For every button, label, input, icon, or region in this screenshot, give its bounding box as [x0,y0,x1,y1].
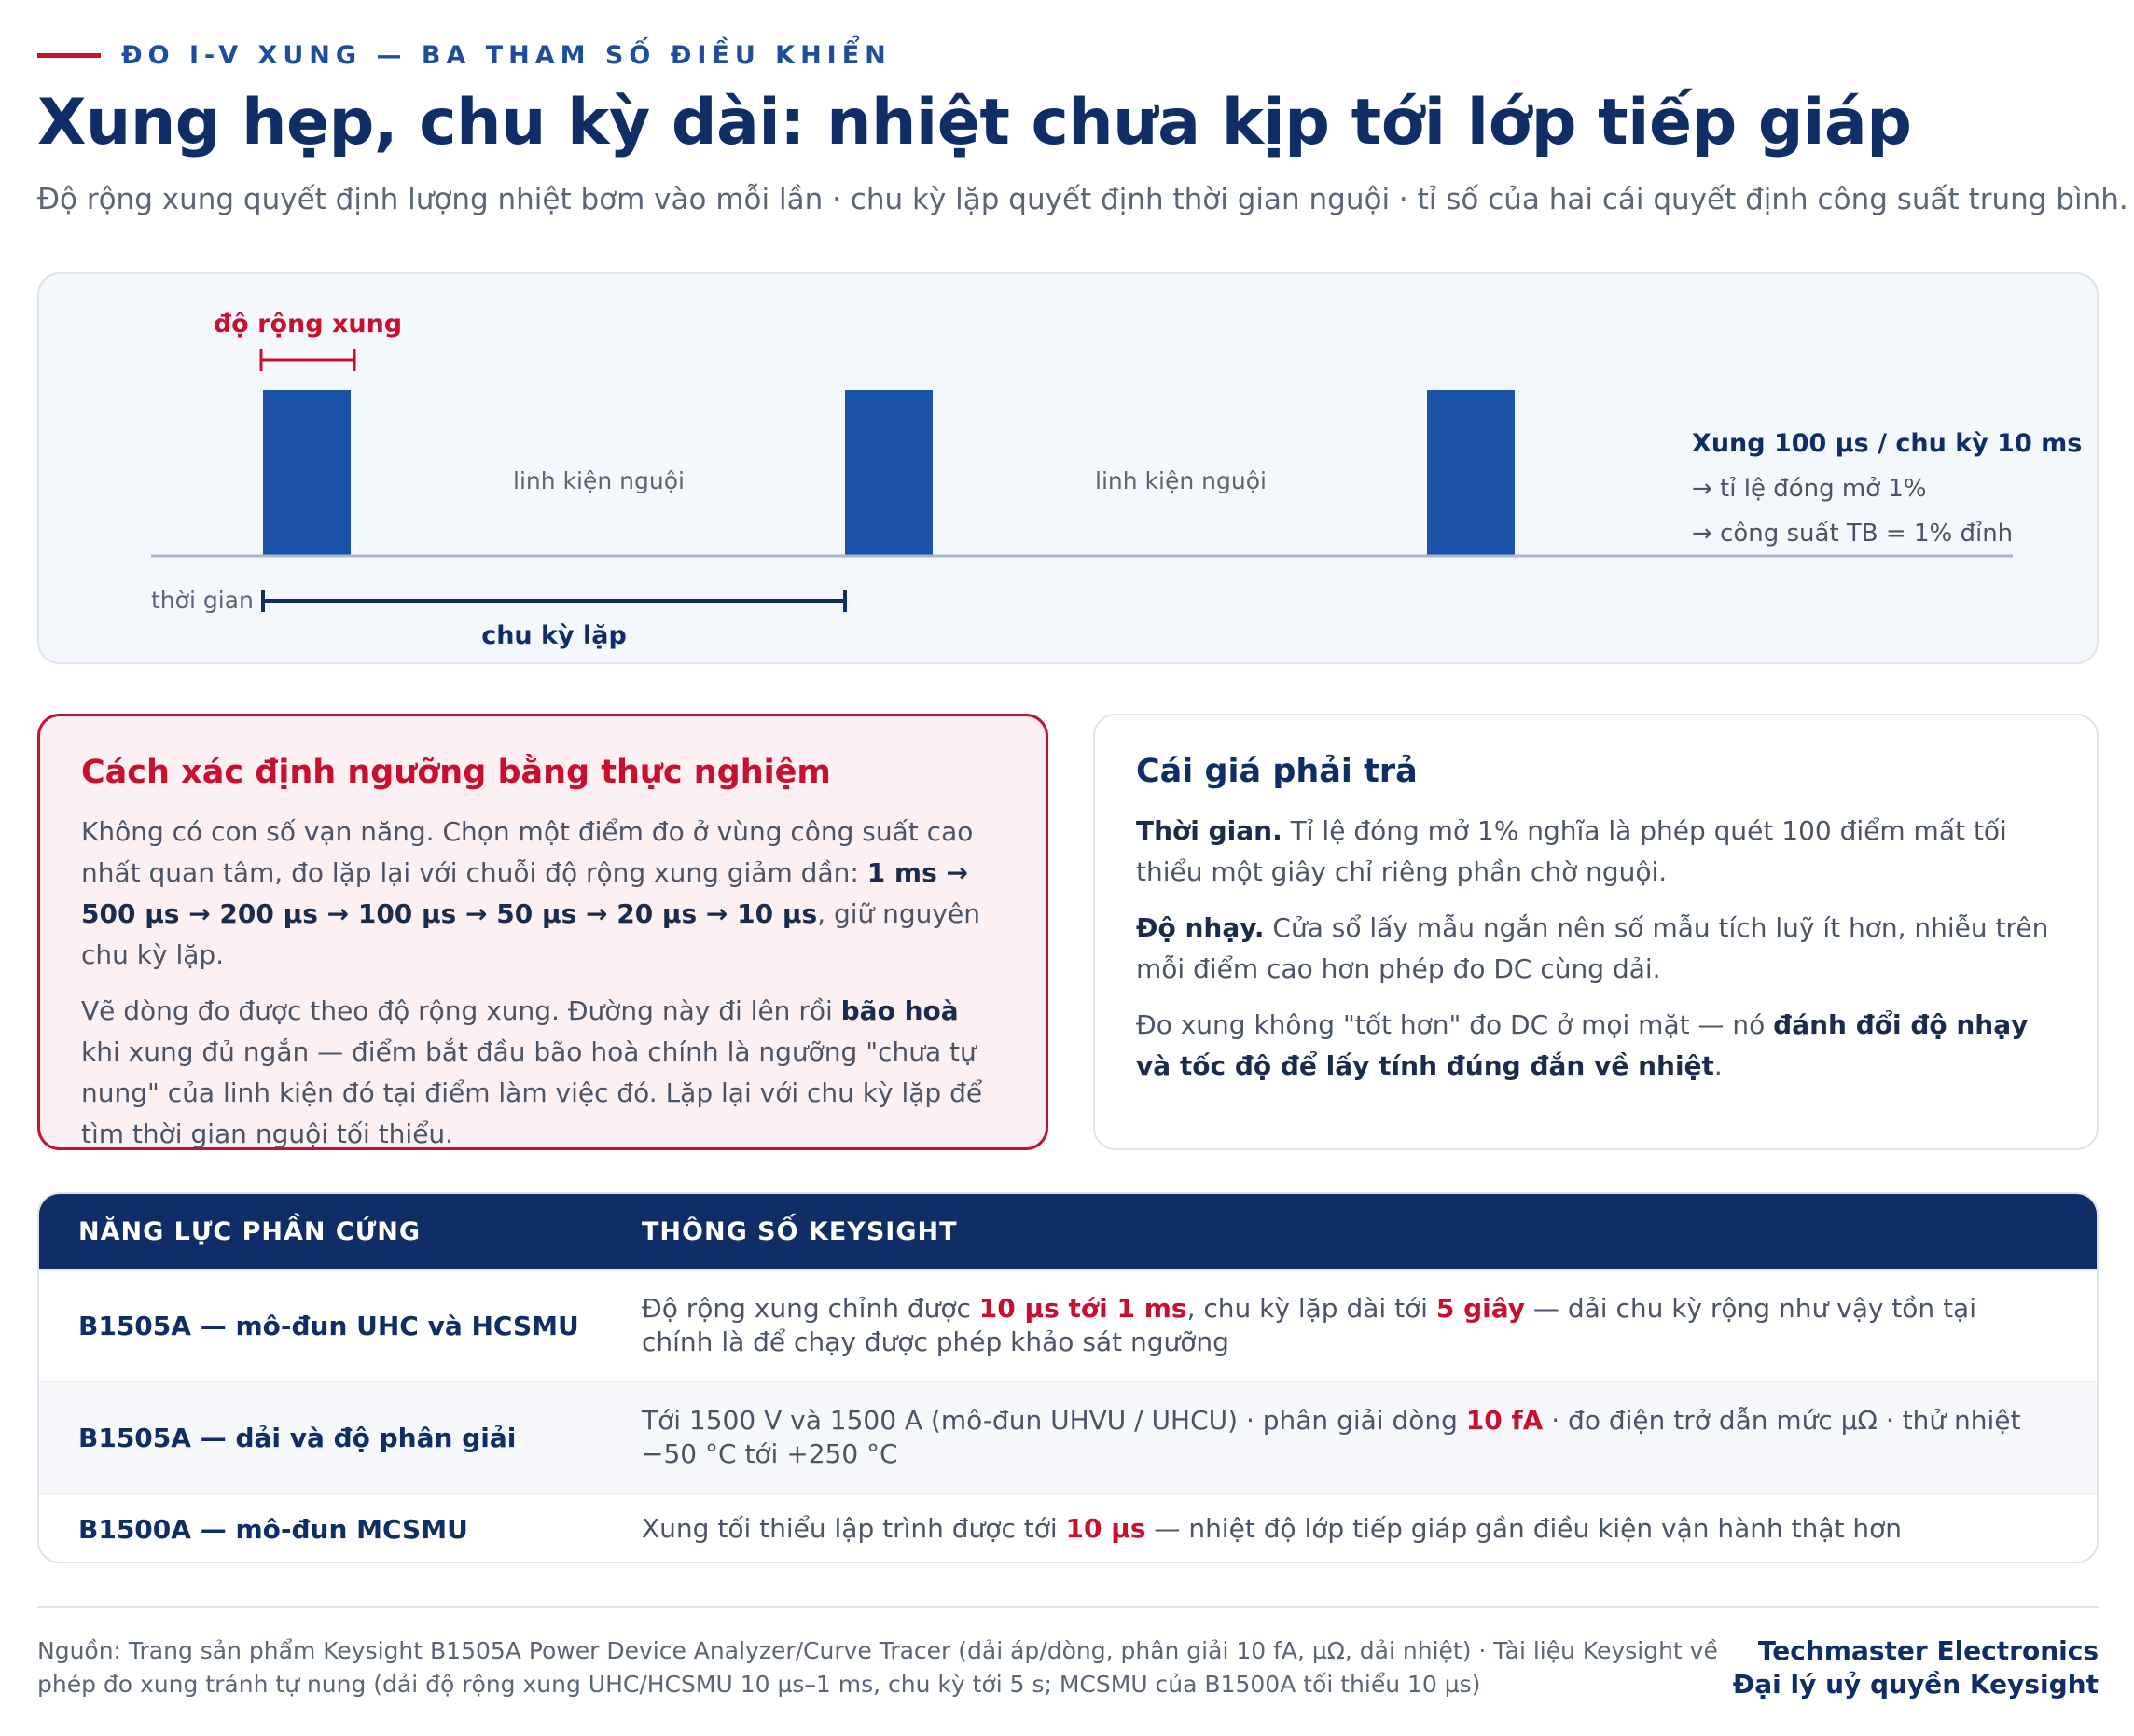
duty-info-title: Xung 100 µs / chu kỳ 10 ms [1692,429,2083,458]
pulse-3 [1427,390,1515,556]
cooling-label-2: linh kiện nguội [1095,467,1267,494]
tradeoff-card [1093,714,2099,1150]
emphasis-text: 1 ms → 500 µs → 200 µs → 100 µs → 50 µs → 20 µs → 10 µs [81,857,968,929]
table-row [39,1381,2097,1493]
kicker-accent-bar [37,53,101,58]
highlight-value: 5 giây [1435,1293,1526,1324]
table-row [39,1493,2097,1563]
table-cell-capability: B1500A — mô-đun MCSMU [78,1513,468,1545]
threshold-method-card [37,714,1048,1150]
hardware-spec-table [37,1192,2099,1563]
duty-info-line-1: → tỉ lệ đóng mở 1% [1692,475,1927,503]
table-header [39,1194,2097,1269]
threshold-method-para-1: Không có con số vạn năng. Chọn một điểm đo ở vùng công suất cao nhất quan tâm, đo lặp lại với chuỗi độ rộng xung giảm dần: 1 ms → 500 µs → 200 µs → 100 µs → 50 µs → 20 µs → 10 µs, giữ nguyên chu kỳ lặp. [81,816,980,970]
pulse-timing-diagram [37,272,2099,664]
emphasis-text: Độ nhạy. [1136,912,1265,943]
period-label: chu kỳ lặp [481,621,627,650]
table-cell-capability: B1505A — mô-đun UHC và HCSMU [78,1310,579,1341]
pulse-diagram-svg [39,274,2100,666]
highlight-value: 10 µs [1065,1513,1146,1544]
kicker [37,41,892,70]
cooling-label-1: linh kiện nguội [513,467,685,494]
source-note: Nguồn: Trang sản phẩm Keysight B1505A Power Device Analyzer/Curve Tracer (dải áp/dòng, phân giải 10 fA, µΩ, dải nhiệt) · Tài liệu Keysight về phép đo xung tránh tự nung (dải độ rộng xung UHC/HCSMU 10 µs–1 ms, chu kỳ tới 5 s; MCSMU của B1500A tối thiểu 10 µs) [37,1637,1718,1698]
pulse-2 [845,390,933,556]
threshold-method-para-2: Vẽ dòng đo được theo độ rộng xung. Đường này đi lên rồi bão hoà khi xung đủ ngắn — điểm bắt đầu bão hoà chính là ngưỡng "chưa tự nung" của linh kiện đó tại điểm làm việc đó. Lặp lại với chu kỳ lặp để tìm thời gian nguội tối thiểu. [81,995,983,1149]
table-header-spec: THÔNG SỐ KEYSIGHT [642,1216,958,1246]
table-cell-spec: Xung tối thiểu lập trình được tới 10 µs — nhiệt độ lớp tiếp giáp gần điều kiện vận hành thật hơn [642,1513,1903,1544]
duty-info-line-2: → công suất TB = 1% đỉnh [1692,520,2014,548]
page-subtitle: Độ rộng xung quyết định lượng nhiệt bơm vào mỗi lần · chu kỳ lặp quyết định thời gian nguội · tỉ số của hai cái quyết định công suất trung bình. [37,183,2128,216]
pulse-width-label: độ rộng xung [213,310,403,339]
threshold-method-title: Cách xác định ngưỡng bằng thực nghiệm [81,754,831,791]
table-cell-spec: Tới 1500 V và 1500 A (mô-đun UHVU / UHCU) · phân giải dòng 10 fA · đo điện trở dẫn mức µΩ · thử nhiệt −50 °C tới +250 °C [642,1405,2021,1469]
footer-divider [37,1606,2099,1608]
emphasis-text: bão hoà [840,995,959,1026]
tradeoff-para-time: Thời gian. Tỉ lệ đóng mở 1% nghĩa là phép quét 100 điểm mất tối thiểu một giây chỉ riêng phần chờ nguội. [1136,815,2007,887]
highlight-value: 10 µs tới 1 ms [978,1293,1187,1324]
table-row [39,1269,2097,1381]
highlight-value: 10 fA [1465,1405,1544,1436]
table-cell-capability: B1505A — dải và độ phân giải [78,1422,517,1453]
pulse-1 [263,390,351,556]
brand-tagline: Đại lý uỷ quyền Keysight [1732,1669,2099,1700]
tradeoff-title: Cái giá phải trả [1136,753,1418,790]
page-title: Xung hẹp, chu kỳ dài: nhiệt chưa kịp tới lớp tiếp giáp [37,86,1912,160]
table-cell-spec: Độ rộng xung chỉnh được 10 µs tới 1 ms, chu kỳ lặp dài tới 5 giây — dải chu kỳ rộng như vậy tồn tại chính là để chạy được phép khảo sát ngưỡng [642,1293,1976,1357]
emphasis-text: đánh đổi độ nhạy và tốc độ để lấy tính đúng đắn về nhiệt [1136,1009,2029,1081]
tradeoff-para-sensitivity: Độ nhạy. Cửa sổ lấy mẫu ngắn nên số mẫu tích luỹ ít hơn, nhiễu trên mỗi điểm cao hơn phép đo DC cùng dải. [1136,912,2049,984]
brand-block [1733,1634,2099,1701]
time-label: thời gian [151,587,254,614]
tradeoff-para-summary: Đo xung không "tốt hơn" đo DC ở mọi mặt — nó đánh đổi độ nhạy và tốc độ để lấy tính đúng đắn về nhiệt. [1136,1009,2029,1081]
emphasis-text: Thời gian. [1136,815,1282,846]
table-header-capability: NĂNG LỰC PHẦN CỨNG [78,1216,422,1246]
brand-name: Techmaster Electronics [1757,1635,2099,1666]
kicker-text: ĐO I-V XUNG — BA THAM SỐ ĐIỀU KHIỂN [121,41,892,70]
